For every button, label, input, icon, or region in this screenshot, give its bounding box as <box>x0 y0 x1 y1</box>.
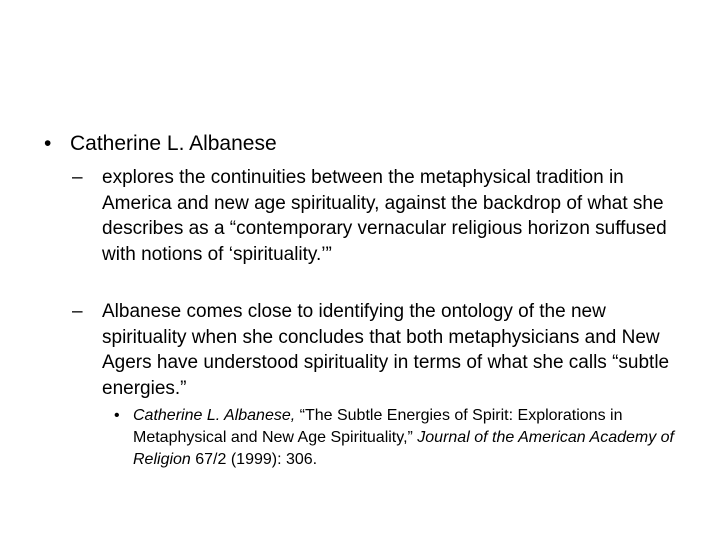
citation-author: Catherine L. Albanese, <box>133 407 296 424</box>
citation-text <box>133 405 694 471</box>
citation-bullet <box>114 405 694 471</box>
dash-marker: – <box>72 167 83 188</box>
bullet-catherine-albanese <box>44 130 694 158</box>
sub-bullet-text: explores the continuities between the metaphysical tradition in America and new age spirituality, against the backdrop of what she describes as a “contemporary vernacular religious horizon suffused with notions of ‘spirituality.’” <box>102 167 667 265</box>
sub-bullet-continuities <box>72 165 672 267</box>
sub-bullet-ontology <box>72 299 672 401</box>
citation-article-title: “The Subtle Energies of Spirit: Explorations in Metaphysical and New Age Spirituality,” <box>133 407 623 446</box>
bullet-text: Catherine L. Albanese <box>70 132 277 155</box>
dash-marker: – <box>72 301 83 322</box>
sub-bullet-text: Albanese comes close to identifying the ontology of the new spirituality when she concludes that both metaphysicians and New Agers have understood spirituality in terms of what she calls “subtle energies.” <box>102 301 670 399</box>
citation-journal: Journal of the American Academy of Religion <box>133 429 674 468</box>
bullet-marker: • <box>114 407 120 424</box>
citation-details: 67/2 (1999): 306. <box>190 451 318 468</box>
bullet-marker: • <box>44 132 52 155</box>
